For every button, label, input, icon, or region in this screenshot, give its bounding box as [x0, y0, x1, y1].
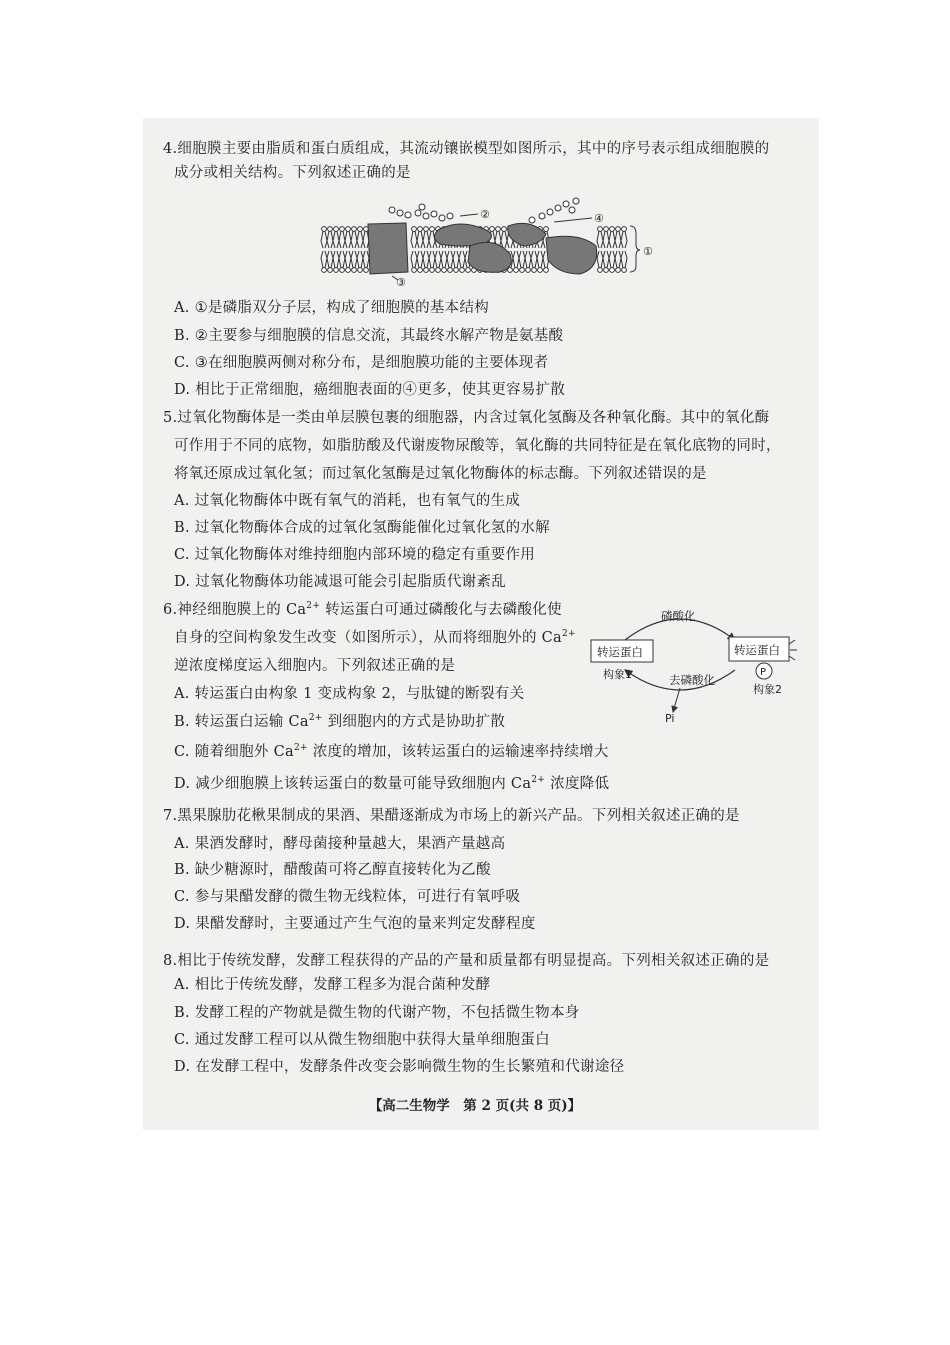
lipid-head — [340, 268, 345, 273]
lipid-head — [520, 268, 525, 273]
q7-option-b: B. 缺少糖源时，醋酸菌可将乙醇直接转化为乙酸 — [174, 862, 491, 878]
q8-option-a: A. 相比于传统发酵，发酵工程多为混合菌种发酵 — [174, 977, 491, 993]
lipid-tail — [501, 231, 507, 248]
lipid-tail — [345, 251, 351, 268]
lipid-head — [466, 268, 471, 273]
q6-stem-line3: 逆浓度梯度运入细胞内。下列叙述正确的是 — [174, 658, 456, 674]
lipid-tail — [603, 231, 609, 248]
lipid-tail — [597, 231, 603, 248]
conformation-1-label: 构象1 — [603, 668, 632, 681]
lipid-head — [502, 227, 507, 232]
transporter-label-1: 转运蛋白 — [597, 645, 643, 659]
lipid-head — [412, 227, 417, 232]
lipid-head — [328, 227, 333, 232]
lipid-head — [598, 268, 603, 273]
lipid-tail — [531, 251, 537, 268]
lipid-tail — [525, 251, 531, 268]
lipid-head — [424, 268, 429, 273]
lipid-tail — [621, 231, 627, 248]
lipid-head — [346, 227, 351, 232]
lipid-tail — [459, 251, 465, 268]
q4-stem-line2: 成分或相关结构。下列叙述正确的是 — [174, 165, 411, 181]
label-3: ③ — [396, 276, 406, 286]
q4-option-a: A. ①是磷脂双分子层，构成了细胞膜的基本结构 — [174, 300, 490, 316]
q6-option-a: A. 转运蛋白由构象 1 变成构象 2，与肽键的断裂有关 — [174, 686, 525, 702]
lipid-head — [532, 268, 537, 273]
lipid-head — [496, 227, 501, 232]
q8-stem: 8.相比于传统发酵，发酵工程获得的产品的产量和质量都有明显提高。下列相关叙述正确的是 — [163, 953, 770, 969]
lipid-tail — [363, 251, 369, 268]
q7-option-c: C. 参与果醋发酵的微生物无线粒体，可进行有氧呼吸 — [174, 889, 521, 905]
lipid-tail — [327, 231, 333, 248]
lipid-head — [448, 268, 453, 273]
lipid-head — [322, 268, 327, 273]
lipid-head — [544, 227, 549, 232]
lipid-tail — [513, 251, 519, 268]
lipid-head — [358, 268, 363, 273]
lipid-head — [598, 227, 603, 232]
label-2: ② — [480, 208, 490, 221]
lipid-tail — [609, 231, 615, 248]
lipid-head — [490, 227, 495, 232]
q4-option-d: D. 相比于正常细胞，癌细胞表面的④更多，使其更容易扩散 — [174, 382, 566, 398]
lipid-head — [526, 268, 531, 273]
q5-stem-line2: 可作用于不同的底物，如脂肪酸及代谢废物尿酸等，氧化酶的共同特征是在氧化底物的同时， — [174, 438, 781, 454]
lipid-tail — [321, 231, 327, 248]
lipid-tail — [537, 251, 543, 268]
glycolipid-chain — [529, 198, 579, 223]
q6-option-d: D. 减少细胞膜上该转运蛋白的数量可能导致细胞内 $Ca^{2+}$ 浓度降低 — [174, 775, 610, 792]
lipid-tail — [603, 251, 609, 268]
protein-transmembrane — [546, 236, 597, 274]
lipid-head — [346, 268, 351, 273]
lipid-tail — [321, 251, 327, 268]
q6-stem-line2: 自身的空间构象发生改变（如图所示），从而将细胞外的 $Ca^{2+}$ — [174, 629, 576, 646]
lipid-tail — [441, 251, 447, 268]
lipid-head — [610, 227, 615, 232]
lipid-tail — [411, 231, 417, 248]
lipid-head — [328, 268, 333, 273]
lipid-head — [352, 268, 357, 273]
q7-option-d: D. 果醋发酵时，主要通过产生气泡的量来判定发酵程度 — [174, 916, 536, 932]
lipid-head — [418, 227, 423, 232]
q5-option-c: C. 过氧化物酶体对维持细胞内部环境的稳定有重要作用 — [174, 547, 536, 563]
lipid-tail — [597, 251, 603, 268]
lipid-head — [544, 268, 549, 273]
cell-membrane-figure — [310, 196, 670, 286]
lipid-head — [538, 268, 543, 273]
lipid-tail — [357, 231, 363, 248]
lipid-head — [442, 268, 447, 273]
transporter-figure — [585, 600, 805, 730]
lipid-tail — [351, 231, 357, 248]
lipid-tail — [345, 231, 351, 248]
lipid-tail — [615, 251, 621, 268]
label-4: ④ — [594, 212, 604, 225]
protein-channel — [368, 223, 408, 274]
lipid-tail — [417, 231, 423, 248]
conformation-2-label: 构象2 — [753, 683, 782, 696]
q4-option-c: C. ③在细胞膜两侧对称分布，是细胞膜功能的主要体现者 — [174, 355, 549, 371]
q7-stem: 7.黑果腺肋花楸果制成的果酒、果醋逐渐成为市场上的新兴产品。下列相关叙述正确的是 — [163, 808, 740, 824]
lipid-tail — [417, 251, 423, 268]
q6-option-c: C. 随着细胞外 $Ca^{2+}$ 浓度的增加，该转运蛋白的运输速率持续增大 — [174, 743, 609, 760]
q8-option-d: D. 在发酵工程中，发酵条件改变会影响微生物的生长繁殖和代谢途径 — [174, 1059, 625, 1075]
lipid-head — [430, 227, 435, 232]
lipid-tail — [339, 251, 345, 268]
lipid-head — [616, 227, 621, 232]
lipid-tail — [435, 251, 441, 268]
protein-embedded — [468, 242, 511, 272]
lipid-head — [352, 227, 357, 232]
q5-option-d: D. 过氧化物酶体功能减退可能会引起脂质代谢紊乱 — [174, 574, 507, 590]
q8-option-b: B. 发酵工程的产物就是微生物的代谢产物，不包括微生物本身 — [174, 1005, 580, 1021]
lipid-head — [424, 227, 429, 232]
lipid-head — [514, 268, 519, 273]
lipid-tail — [333, 231, 339, 248]
lipid-head — [604, 268, 609, 273]
lipid-tail — [609, 251, 615, 268]
lipid-head — [460, 268, 465, 273]
lipid-head — [622, 227, 627, 232]
ion-charge: 2+ — [306, 601, 321, 612]
q4-stem-line1: 4.细胞膜主要由脂质和蛋白质组成，其流动镶嵌模型如图所示，其中的序号表示组成细胞膜的 — [163, 141, 770, 157]
lipid-head — [436, 268, 441, 273]
lipid-tail — [429, 251, 435, 268]
lipid-head — [340, 227, 345, 232]
lipid-tail — [621, 251, 627, 268]
lipid-tail — [351, 251, 357, 268]
lipid-tail — [519, 251, 525, 268]
lipid-tail — [423, 231, 429, 248]
lipid-tail — [411, 251, 417, 268]
lipid-tail — [615, 231, 621, 248]
glycoprotein-chain — [389, 204, 453, 221]
pi-label: Pi — [665, 712, 675, 725]
lipid-head — [610, 268, 615, 273]
lipid-tail — [333, 251, 339, 268]
q5-option-b: B. 过氧化物酶体合成的过氧化氢酶能催化过氧化氢的水解 — [174, 520, 550, 536]
lipid-head — [418, 268, 423, 273]
q7-option-a: A. 果酒发酵时，酵母菌接种量越大，果酒产量越高 — [174, 836, 506, 852]
lipid-tail — [453, 251, 459, 268]
page-footer: 【高二生物学 第 2 页(共 8 页)】 — [368, 1098, 582, 1114]
q6-option-b: B. 转运蛋白运输 $Ca^{2+}$ 到细胞内的方式是协助扩散 — [174, 713, 506, 730]
dephosphorylation-label: 去磷酸化 — [669, 673, 715, 687]
svg-text:P: P — [760, 667, 767, 678]
lipid-tail — [327, 251, 333, 268]
lipid-head — [334, 227, 339, 232]
lipid-head — [430, 268, 435, 273]
q5-stem-line3: 将氧还原成过氧化氢；而过氧化氢酶是过氧化物酶体的标志酶。下列叙述错误的是 — [174, 466, 707, 482]
lipid-tail — [339, 231, 345, 248]
lipid-head — [454, 268, 459, 273]
lipid-head — [616, 268, 621, 273]
q5-option-a: A. 过氧化物酶体中既有氧气的消耗，也有氧气的生成 — [174, 493, 521, 509]
lipid-head — [364, 268, 369, 273]
q5-stem-line1: 5.过氧化物酶体是一类由单层膜包裹的细胞器，内含过氧化氢酶及各种氧化酶。其中的氧化酶 — [163, 410, 770, 426]
lipid-tail — [357, 251, 363, 268]
lipid-tail — [429, 231, 435, 248]
lipid-tail — [447, 251, 453, 268]
phosphorylation-label: 磷酸化 — [661, 609, 696, 623]
transporter-label-2: 转运蛋白 — [734, 643, 780, 657]
lipid-head — [622, 268, 627, 273]
q8-option-c: C. 通过发酵工程可以从微生物细胞中获得大量单细胞蛋白 — [174, 1032, 550, 1048]
lipid-head — [358, 227, 363, 232]
lipid-head — [604, 227, 609, 232]
lipid-head — [322, 227, 327, 232]
lipid-head — [412, 268, 417, 273]
label-1: ① — [643, 245, 653, 258]
q6-stem-line1: 6.神经细胞膜上的 $Ca^{2+}$ 转运蛋白可通过磷酸化与去磷酸化使 — [163, 601, 562, 618]
lipid-head — [334, 268, 339, 273]
lipid-tail — [423, 251, 429, 268]
q4-option-b: B. ②主要参与细胞膜的信息交流，其最终水解产物是氨基酸 — [174, 328, 564, 344]
